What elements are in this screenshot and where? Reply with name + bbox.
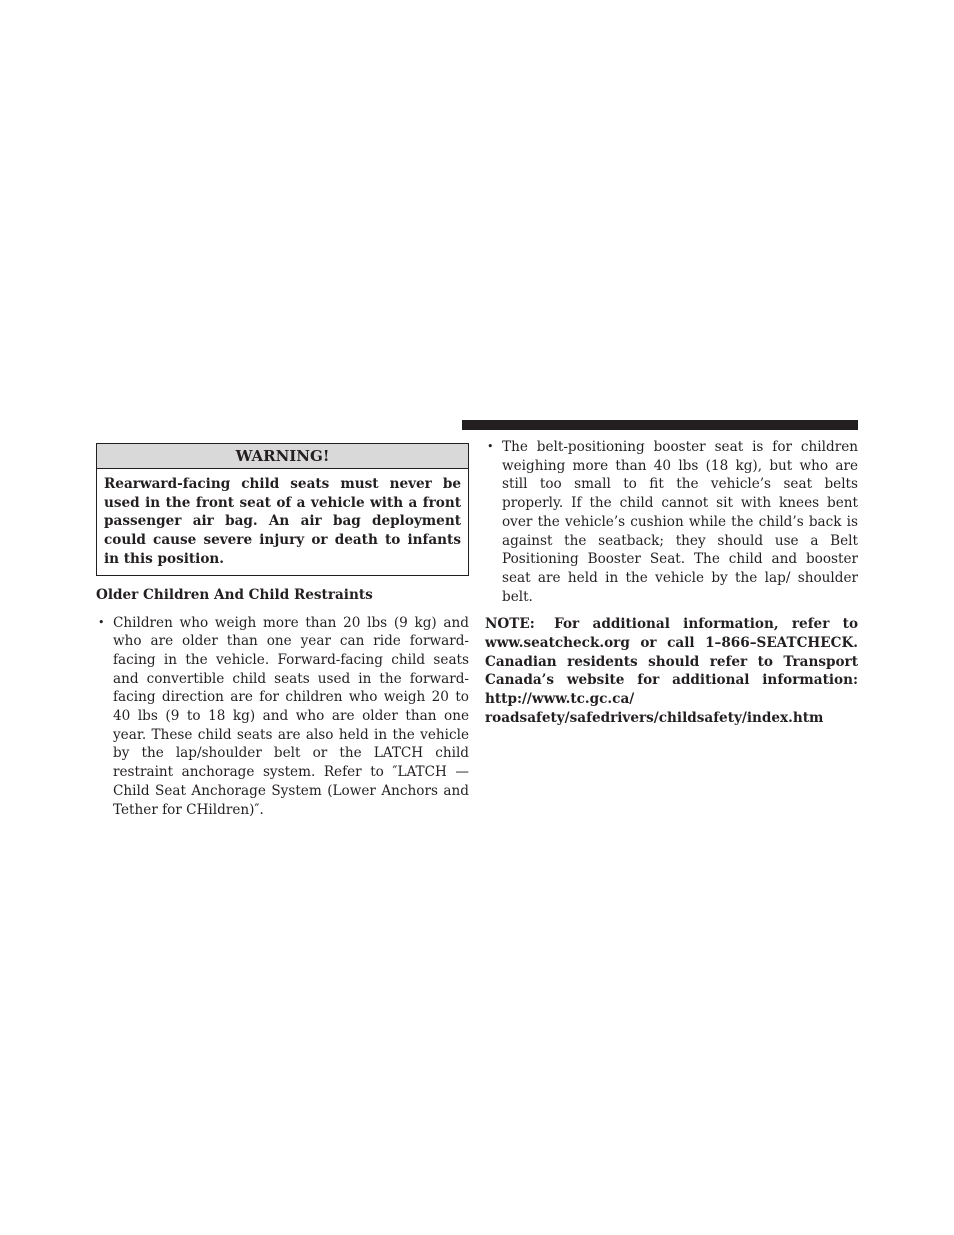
list-item-text: The belt-positioning booster seat is for children weighing more than 40 lbs (18 kg), but who are still too small to fit the vehicle’s seat belts properly. If the child cannot sit with knees bent over the vehicle’s cushion while the child’s back is against the seatback; they should use a Belt Positioning Booster Seat. The child and booster seat are held in the vehicle by the lap/ shoulder belt. [502,439,858,605]
section-heading: Older Children And Child Restraints [96,586,373,603]
left-bullet-list [96,614,469,820]
note-paragraph [485,615,858,727]
bullet-icon: • [487,440,494,453]
section-divider-bar [462,420,858,430]
list-item [485,438,858,606]
warning-title: WARNING! [97,444,468,469]
right-bullet-list [485,438,858,606]
right-column [485,438,858,728]
list-item [96,614,469,820]
note-text: For additional information, refer to www.seatcheck.org or call 1–866–SEATCHECK. Canadian residents should refer to Transport Canada’s website for additional information: http://www.tc.gc.ca/ roadsafety/safedrivers/childsafety/index.htm [485,616,859,726]
note-label: NOTE: [485,616,535,633]
warning-text: Rearward-facing child seats must never be used in the front seat of a vehicle with a front passenger air bag. An air bag deployment could cause severe injury or death to infants in this position. [104,476,461,567]
bullet-icon: • [98,615,105,629]
list-item-text: Children who weigh more than 20 lbs (9 kg) and who are older than one year can ride forward-facing in the vehicle. Forward-facing child seats and convertible child seats used in the forward-facing direction are for children who weigh 20 to 40 lbs (9 to 18 kg) and who are older than one year. These child seats are also held in the vehicle by the lap/shoulder belt or the LATCH child restraint anchorage system. Refer to ″LATCH — Child Seat Anchorage System (Lower Anchors and Tether for CHildren)″. [113,614,469,818]
warning-box [96,443,469,576]
left-column [96,443,469,819]
